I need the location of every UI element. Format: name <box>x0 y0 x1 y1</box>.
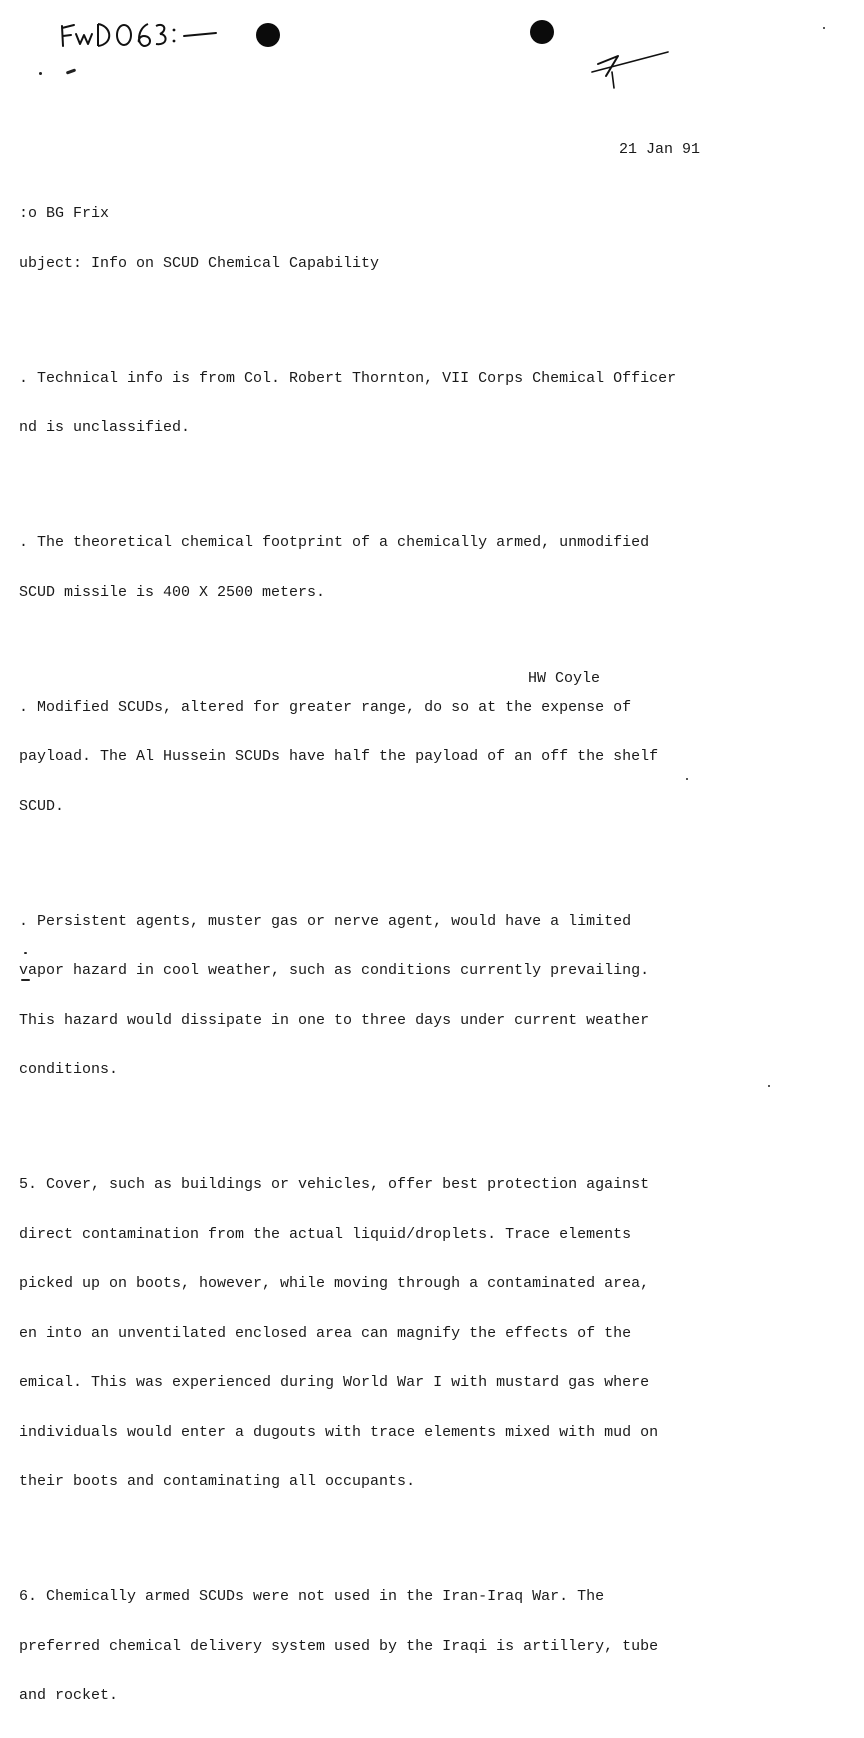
paragraph-line: 6. Chemically armed SCUDs were not used in the Iran-Iraq War. The <box>19 1588 605 1605</box>
paragraph-line: vapor hazard in cool weather, such as conditions currently prevailing. <box>19 962 650 979</box>
paragraph-line: en into an unventilated enclosed area can magnify the effects of the <box>19 1324 632 1342</box>
scan-speck <box>66 68 76 74</box>
paragraph-line: direct contamination from the actual liquid/droplets. Trace elements <box>19 1225 632 1243</box>
paragraph-line: . Modified SCUDs, altered for greater range, do so at the expense of <box>19 698 632 716</box>
scan-speck <box>39 72 42 75</box>
paragraph-line: their boots and contaminating all occupants. <box>19 1473 416 1490</box>
paragraph-line: . Technical info is from Col. Robert Thornton, VII Corps Chemical Officer <box>19 369 677 387</box>
paragraph-line: conditions. <box>19 1061 119 1078</box>
paragraph-line: SCUD missile is 400 X 2500 meters. <box>19 583 326 601</box>
paragraph-line: individuals would enter a dugouts with trace elements mixed with mud on <box>19 1423 659 1441</box>
scan-speck <box>823 27 825 29</box>
paragraph-line: . The theoretical chemical footprint of a chemically armed, unmodified <box>19 534 650 551</box>
paragraph-line: picked up on boots, however, while moving through a contaminated area, <box>19 1275 650 1292</box>
paragraph-line: nd is unclassified. <box>19 419 191 436</box>
paragraph-line: preferred chemical delivery system used by the Iraqi is artillery, tube <box>19 1637 659 1655</box>
paragraph-line: SCUD. <box>19 797 65 815</box>
handwritten-file-reference <box>56 16 226 50</box>
handwritten-page-mark <box>588 42 672 94</box>
punch-hole-left <box>256 23 280 47</box>
paragraph-line: emical. This was experienced during World War I with mustard gas where <box>19 1374 650 1391</box>
memo-to-line: :o BG Frix <box>19 205 110 222</box>
punch-hole-right <box>530 20 554 44</box>
memo-subject-line: ubject: Info on SCUD Chemical Capability <box>19 254 380 272</box>
paragraph-line: and rocket. <box>19 1687 119 1704</box>
paragraph-line: 5. Cover, such as buildings or vehicles, offer best protection against <box>19 1176 650 1193</box>
memo-date: 21 Jan 91 <box>619 141 701 158</box>
paragraph-line: . Persistent agents, muster gas or nerve agent, would have a limited <box>19 912 632 930</box>
memo-signature: HW Coyle <box>528 670 601 687</box>
memo-body <box>19 173 819 1738</box>
paragraph-line: This hazard would dissipate in one to three days under current weather <box>19 1011 650 1029</box>
paragraph-line: payload. The Al Hussein SCUDs have half the payload of an off the shelf <box>19 748 659 765</box>
